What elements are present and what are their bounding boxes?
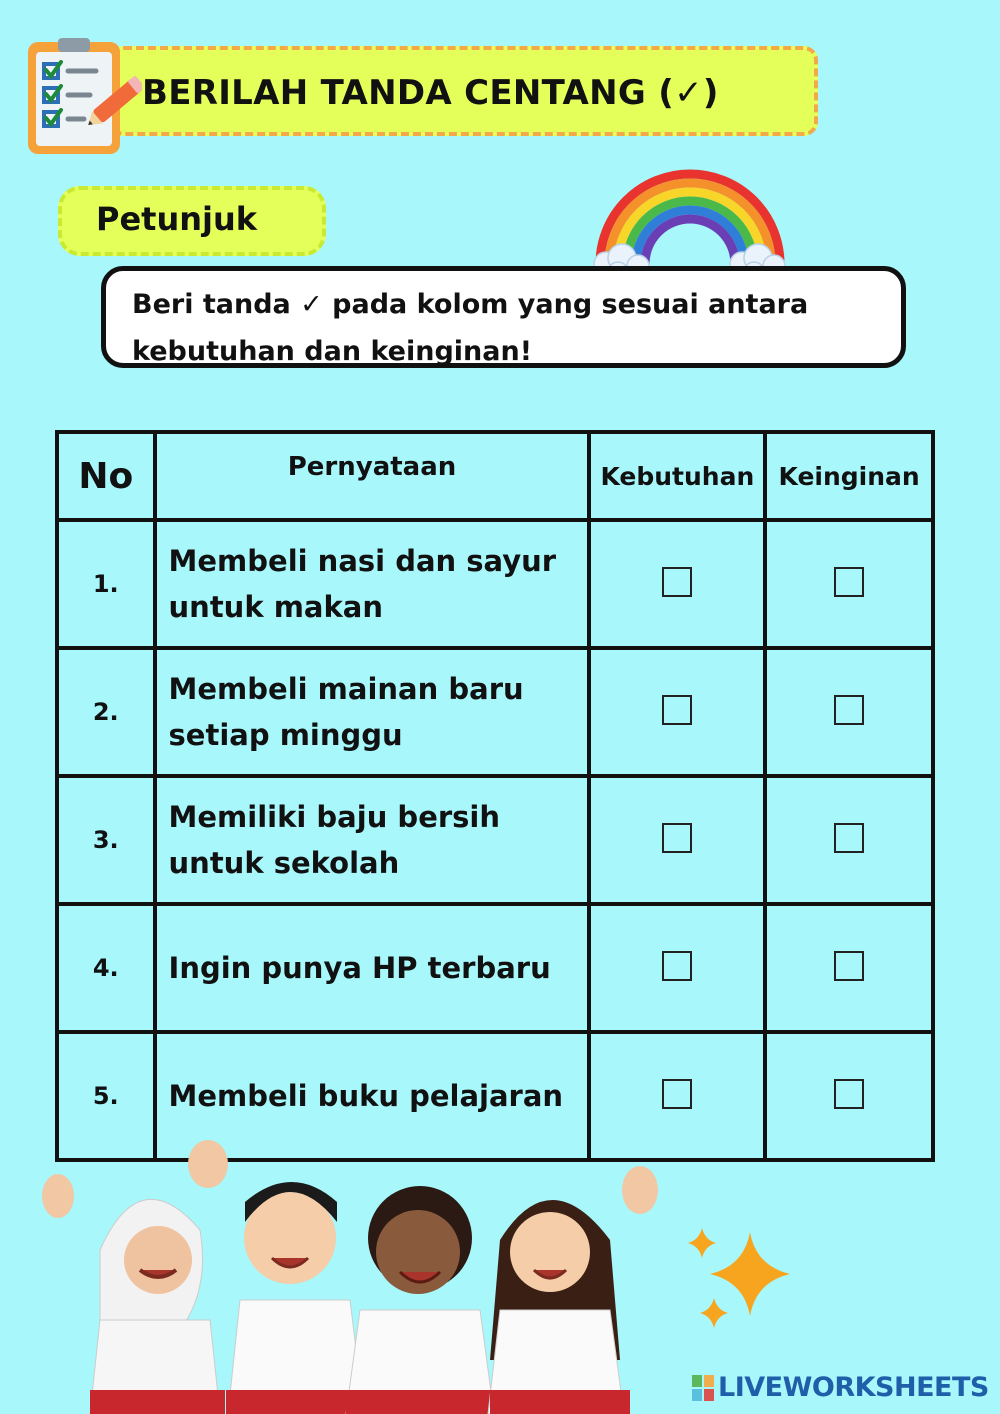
instruction-line-1: Beri tanda ✓ pada kolom yang sesuai antara: [132, 289, 809, 320]
row-number: 4.: [57, 904, 155, 1032]
header-no: No: [57, 432, 155, 520]
want-cell: [765, 776, 933, 904]
statement-line-1: Ingin punya HP terbaru: [168, 951, 551, 985]
section-label: Petunjuk: [96, 200, 258, 238]
liveworksheets-logo: [692, 1372, 989, 1403]
statement-line-2: untuk sekolah: [168, 846, 400, 880]
want-cell: [765, 520, 933, 648]
need-checkbox-icon[interactable]: [662, 695, 692, 725]
statement-line-1: Membeli mainan baru: [168, 672, 524, 706]
row-statement: [155, 520, 590, 648]
table-row: [57, 520, 933, 648]
need-checkbox-icon[interactable]: [662, 951, 692, 981]
need-checkbox-icon[interactable]: [662, 823, 692, 853]
need-checkbox-icon[interactable]: [662, 1079, 692, 1109]
kids-illustration: [40, 1140, 680, 1414]
want-checkbox-icon[interactable]: [834, 567, 864, 597]
statement-line-2: untuk makan: [168, 590, 384, 624]
row-number: 5.: [57, 1032, 155, 1160]
row-statement: [155, 904, 590, 1032]
table-row: [57, 904, 933, 1032]
need-cell: [589, 520, 765, 648]
need-cell: [589, 648, 765, 776]
page-title: BERILAH TANDA CENTANG (✓): [142, 73, 719, 113]
header-statement: Pernyataan: [155, 432, 590, 520]
want-cell: [765, 1032, 933, 1160]
want-cell: [765, 648, 933, 776]
instruction-box: [101, 266, 906, 368]
want-checkbox-icon[interactable]: [834, 823, 864, 853]
sparkles-icon: [684, 1222, 794, 1334]
row-statement: [155, 776, 590, 904]
statement-line-1: Membeli buku pelajaran: [168, 1079, 564, 1113]
header-need: Kebutuhan: [589, 432, 765, 520]
instruction-line-2: kebutuhan dan keinginan!: [132, 336, 533, 367]
statement-line-1: Memiliki baju bersih: [168, 800, 501, 834]
want-checkbox-icon[interactable]: [834, 951, 864, 981]
statement-line-2: setiap minggu: [168, 718, 403, 752]
worksheet-table: [55, 430, 935, 1162]
want-checkbox-icon[interactable]: [834, 1079, 864, 1109]
table-row: [57, 776, 933, 904]
need-cell: [589, 776, 765, 904]
want-cell: [765, 904, 933, 1032]
clipboard-checklist-icon: [24, 36, 142, 164]
row-number: 2.: [57, 648, 155, 776]
need-checkbox-icon[interactable]: [662, 567, 692, 597]
logo-mark-icon: [692, 1375, 714, 1401]
logo-text: LIVEWORKSHEETS: [718, 1372, 989, 1403]
header-want: Keinginan: [765, 432, 933, 520]
want-checkbox-icon[interactable]: [834, 695, 864, 725]
need-cell: [589, 904, 765, 1032]
row-number: 1.: [57, 520, 155, 648]
row-number: 3.: [57, 776, 155, 904]
row-statement: [155, 648, 590, 776]
table-header-row: [57, 432, 933, 520]
table-row: [57, 648, 933, 776]
statement-line-1: Membeli nasi dan sayur: [168, 544, 557, 578]
